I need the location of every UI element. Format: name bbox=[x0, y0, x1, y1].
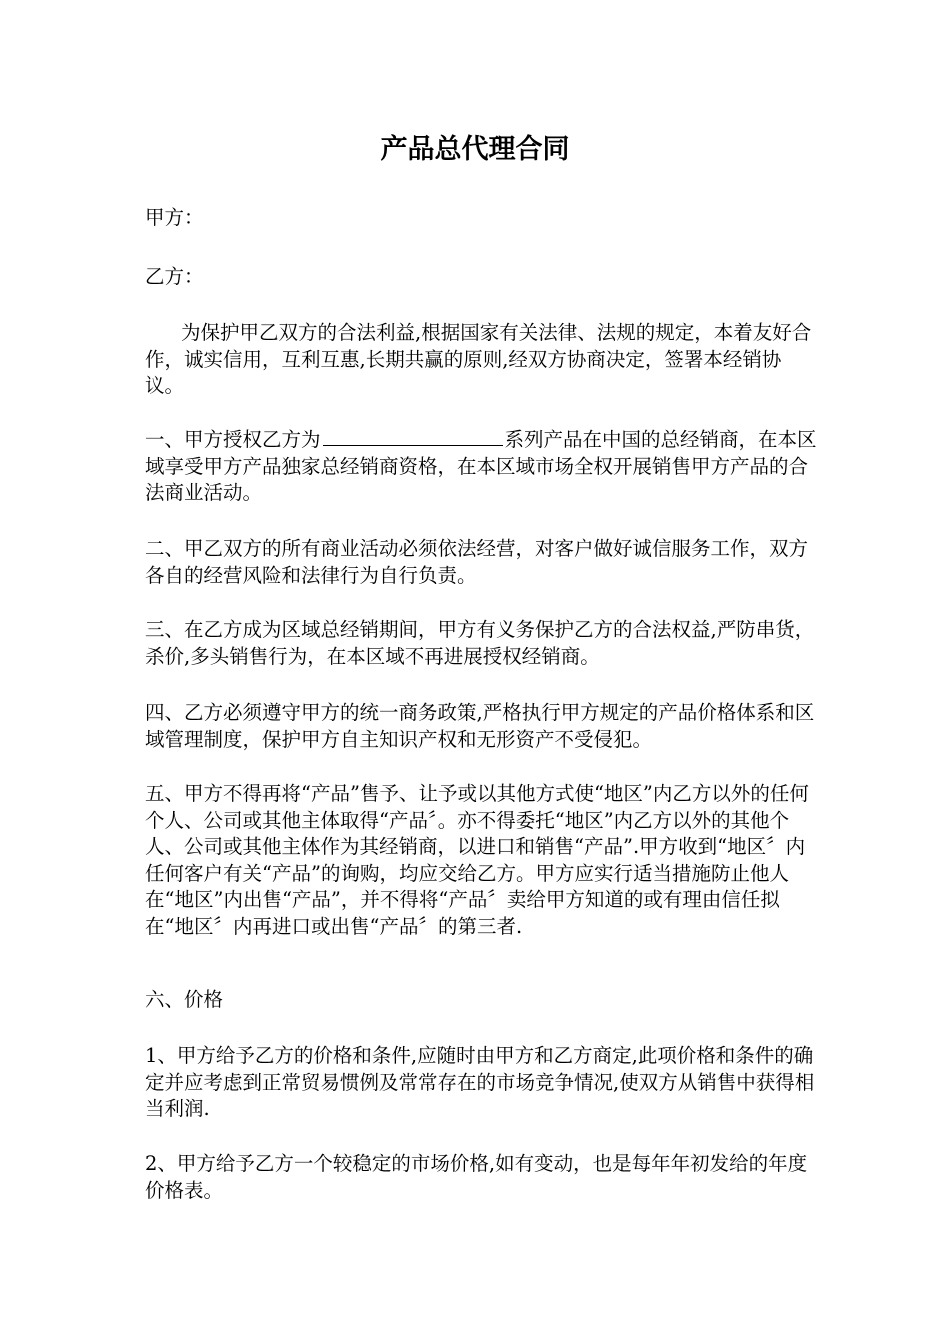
clause-1-prefix: 一、甲方授权乙方为 bbox=[145, 428, 321, 451]
fill-in-blank bbox=[323, 427, 503, 446]
clause-1-suffix: 系列产品在中国的总经销商，在本区域享受甲方产品独家总经销商资格，在本区域市场全权开展销售甲方产品的合法商业活动。 bbox=[145, 428, 817, 504]
clause-4: 四、乙方必须遵守甲方的统一商务政策,严格执行甲方规定的产品价格体系和区域管理制度，保护甲方自主知识产权和无形资产不受侵犯。 bbox=[145, 701, 815, 751]
clause-6-heading: 六、价格 bbox=[145, 988, 224, 1011]
party-a-label: 甲方： bbox=[145, 206, 204, 229]
clause-5: 五、甲方不得再将“产品”售予、让予或以其他方式使“地区”内乙方以外的任何个人、公司或其他主体取得“产品〞。亦不得委托“地区”内乙方以外的其他个人、公司或其他主体作为其经销商，以进口和销售“产品”.甲方收到“地区〞内任何客户有关“产品”的询购，均应交给乙方。甲方应实行适当措施防止他人在“地区”内出售“产品”，并不得将“产品〞卖给甲方知道的或有理由信任拟在“地区〞内再进口或出售“产品〞的第三者. bbox=[145, 782, 809, 938]
clause-1 bbox=[145, 427, 820, 507]
clause-2: 二、甲乙双方的所有商业活动必须依法经营，对客户做好诚信服务工作，双方各自的经营风险和法律行为自行负责。 bbox=[145, 537, 809, 587]
clause-6-item-2: 2、甲方给予乙方一个较稳定的市场价格,如有变动，也是每年年初发给的年度价格表。 bbox=[145, 1152, 808, 1202]
document-title: 产品总代理合同 bbox=[380, 134, 570, 165]
clause-6-item-1: 1、甲方给予乙方的价格和条件,应随时由甲方和乙方商定,此项价格和条件的确定并应考虑到正常贸易惯例及常常存在的市场竞争情况,使双方从销售中获得相当利润. bbox=[145, 1044, 815, 1120]
intro-paragraph: 为保护甲乙双方的合法利益,根据国家有关法律、法规的规定，本着友好合作，诚实信用，互利互惠,长期共赢的原则,经双方协商决定，签署本经销协议。 bbox=[145, 321, 812, 397]
party-b-label: 乙方： bbox=[145, 265, 204, 288]
clause-3: 三、在乙方成为区域总经销期间，甲方有义务保护乙方的合法权益,严防串货，杀价,多头销售行为，在本区域不再进展授权经销商。 bbox=[145, 618, 815, 668]
